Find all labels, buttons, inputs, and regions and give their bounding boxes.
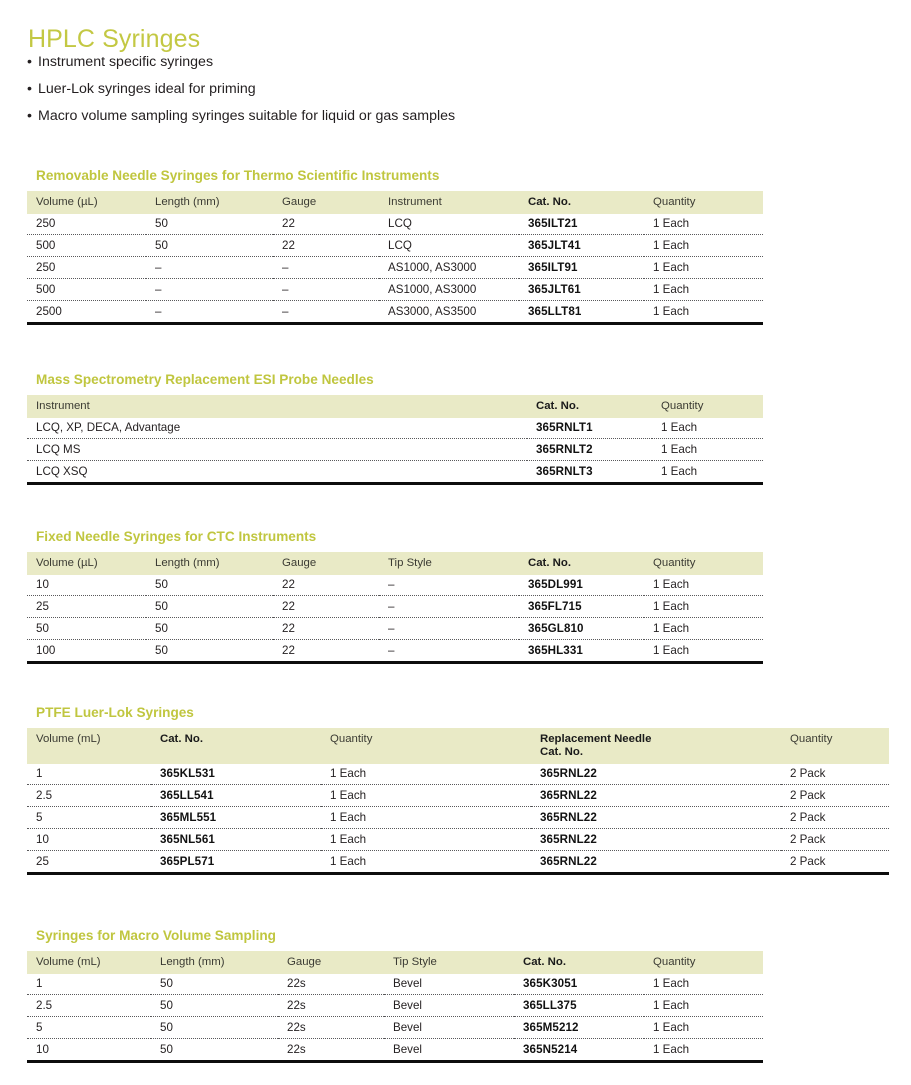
catalog-section	[27, 168, 763, 325]
column-header	[644, 191, 763, 214]
column-header-label: Instrument	[36, 400, 90, 412]
table-row	[27, 851, 889, 874]
catalog-number-cell: 365JLT41	[519, 235, 644, 257]
product-table	[27, 951, 763, 1063]
table-cell: AS3000, AS3500	[379, 301, 519, 324]
product-table	[27, 728, 889, 875]
table-cell: 1 Each	[321, 785, 531, 807]
table-row	[27, 974, 763, 995]
table-cell: 50	[146, 596, 273, 618]
section-heading: Fixed Needle Syringes for CTC Instruments	[36, 529, 317, 544]
table-row	[27, 418, 763, 439]
table-cell: AS1000, AS3000	[379, 279, 519, 301]
table-cell: –	[379, 618, 519, 640]
table-cell: 500	[27, 235, 146, 257]
catalog-section	[27, 529, 763, 664]
table-cell: 22	[273, 235, 379, 257]
table-cell: –	[273, 279, 379, 301]
catalog-number-cell: 365RNLT1	[536, 421, 593, 434]
table-row	[27, 764, 889, 785]
table-cell: 22s	[278, 1039, 384, 1062]
table-cell: 22s	[278, 1017, 384, 1039]
table-cell: 10	[36, 578, 49, 591]
table-cell: 25	[27, 596, 146, 618]
column-header-label: Volume (µL)	[36, 557, 98, 569]
column-header-label-line2: Cat. No.	[540, 746, 584, 758]
table-header-row	[27, 728, 889, 764]
table-cell: –	[273, 257, 379, 279]
table-cell: 1 Each	[653, 578, 690, 591]
column-header	[781, 728, 889, 764]
catalog-number-cell: 365KL531	[160, 767, 215, 780]
column-header-label: Length (mm)	[155, 557, 220, 569]
product-table	[27, 395, 763, 485]
table-cell: 1	[36, 977, 43, 990]
catalog-number-cell: 365GL810	[519, 618, 644, 640]
column-header	[644, 951, 763, 974]
table-cell: 50	[160, 977, 173, 990]
table-cell: 250	[36, 217, 56, 230]
catalog-number-cell: 365NL561	[151, 829, 321, 851]
column-header	[519, 552, 644, 575]
table-cell: 50	[146, 235, 273, 257]
column-header	[519, 191, 644, 214]
product-table	[27, 552, 763, 664]
column-header	[27, 395, 527, 418]
table-cell: –	[388, 578, 395, 591]
table-cell: –	[146, 301, 273, 324]
column-header	[27, 191, 146, 214]
table-row	[27, 257, 763, 279]
table-cell: 50	[146, 640, 273, 663]
table-cell: 22	[273, 618, 379, 640]
catalog-number-cell: 365ILT91	[519, 257, 644, 279]
catalog-number-cell: 365FL715	[519, 596, 644, 618]
column-header-label: Volume (mL)	[36, 733, 101, 745]
feature-bullet-list	[27, 49, 827, 130]
column-header-label: Volume (µL)	[36, 196, 98, 208]
section-heading: Removable Needle Syringes for Thermo Scientific Instruments	[36, 168, 440, 183]
column-header-label: Quantity	[790, 733, 833, 745]
column-header-label: Quantity	[330, 733, 373, 745]
table-row	[27, 279, 763, 301]
catalog-number-cell: 365DL991	[528, 578, 583, 591]
bullet-dot-icon: •	[27, 54, 32, 70]
table-cell: 50	[155, 217, 168, 230]
column-header	[27, 728, 151, 764]
table-row	[27, 829, 889, 851]
table-row	[27, 618, 763, 640]
table-cell: 10	[27, 1039, 151, 1062]
catalog-section	[27, 705, 889, 875]
table-cell: 1 Each	[644, 279, 763, 301]
column-header-label: Cat. No.	[528, 196, 572, 208]
column-header	[321, 728, 531, 764]
table-cell: 5	[27, 1017, 151, 1039]
table-cell: 1 Each	[644, 301, 763, 324]
feature-bullet-label: Instrument specific syringes	[38, 54, 214, 70]
table-row	[27, 1039, 763, 1062]
column-header-label: Quantity	[653, 557, 696, 569]
feature-bullet	[27, 49, 827, 76]
column-header	[27, 951, 151, 974]
table-cell: 2 Pack	[781, 829, 889, 851]
catalog-number-cell: 365M5212	[514, 1017, 644, 1039]
column-header	[531, 728, 781, 764]
column-header-label: Instrument	[388, 196, 442, 208]
bullet-dot-icon: •	[27, 81, 32, 97]
catalog-number-cell: 365RNLT2	[527, 439, 652, 461]
column-header	[379, 552, 519, 575]
table-cell: 22s	[287, 977, 306, 990]
table-cell: 1 Each	[644, 618, 763, 640]
table-cell: LCQ MS	[27, 439, 527, 461]
table-cell: 1 Each	[321, 851, 531, 874]
column-header-label: Length (mm)	[155, 196, 220, 208]
table-row	[27, 785, 889, 807]
table-row	[27, 235, 763, 257]
table-cell: LCQ XSQ	[27, 461, 527, 484]
table-cell: 1 Each	[653, 977, 690, 990]
table-cell: 1 Each	[661, 421, 698, 434]
column-header-label: Replacement Needle	[540, 733, 652, 745]
column-header-label: Length (mm)	[160, 956, 225, 968]
table-row	[27, 995, 763, 1017]
catalog-number-cell: 365PL571	[151, 851, 321, 874]
table-cell: LCQ	[379, 235, 519, 257]
catalog-number-cell: 365LL375	[514, 995, 644, 1017]
column-header	[278, 951, 384, 974]
table-cell: 22	[273, 640, 379, 663]
product-table	[27, 191, 763, 325]
catalog-number-cell: 365RNL22	[531, 829, 781, 851]
table-row	[27, 807, 889, 829]
section-heading: PTFE Luer-Lok Syringes	[36, 705, 194, 720]
table-cell: 2.5	[27, 995, 151, 1017]
table-cell: 2 Pack	[781, 785, 889, 807]
table-cell: 1 Each	[644, 640, 763, 663]
table-cell: 22	[282, 578, 295, 591]
table-row	[27, 640, 763, 663]
column-header	[273, 191, 379, 214]
catalog-number-cell: 365ILT21	[528, 217, 578, 230]
table-cell: 2500	[27, 301, 146, 324]
page-title: HPLC Syringes	[28, 24, 201, 53]
table-row	[27, 575, 763, 596]
column-header-label: Cat. No.	[523, 956, 567, 968]
table-cell: 500	[27, 279, 146, 301]
column-header	[644, 552, 763, 575]
catalog-number-cell: 365RNL22	[540, 767, 597, 780]
table-row	[27, 461, 763, 484]
table-cell: 1 Each	[644, 235, 763, 257]
bullet-dot-icon: •	[27, 108, 32, 124]
column-header	[379, 191, 519, 214]
table-cell: 250	[27, 257, 146, 279]
feature-bullet	[27, 103, 827, 130]
table-cell: 50	[146, 618, 273, 640]
table-row	[27, 214, 763, 235]
table-cell: 2 Pack	[781, 807, 889, 829]
column-header	[652, 395, 763, 418]
column-header	[151, 728, 321, 764]
table-row	[27, 439, 763, 461]
table-cell: 1 Each	[330, 767, 367, 780]
table-cell: 50	[151, 995, 278, 1017]
feature-bullet	[27, 76, 827, 103]
column-header-label: Quantity	[661, 400, 704, 412]
table-cell: 50	[151, 1017, 278, 1039]
table-cell: 1 Each	[644, 1017, 763, 1039]
column-header	[146, 191, 273, 214]
table-header-row	[27, 395, 763, 418]
table-cell: 1 Each	[321, 807, 531, 829]
column-header-label: Tip Style	[393, 956, 437, 968]
table-cell: 2 Pack	[790, 767, 826, 780]
table-cell: Bevel	[384, 995, 514, 1017]
column-header-label: Tip Style	[388, 557, 432, 569]
table-cell: 22	[273, 596, 379, 618]
table-cell: AS1000, AS3000	[379, 257, 519, 279]
table-cell: Bevel	[393, 977, 423, 990]
catalog-number-cell: 365ML551	[151, 807, 321, 829]
catalog-number-cell: 365RNL22	[531, 785, 781, 807]
column-header-label: Gauge	[287, 956, 322, 968]
table-cell: 1 Each	[644, 596, 763, 618]
table-cell: 50	[155, 578, 168, 591]
catalog-number-cell: 365LL541	[151, 785, 321, 807]
table-cell: 1	[36, 767, 43, 780]
table-cell: LCQ	[388, 217, 412, 230]
section-heading: Syringes for Macro Volume Sampling	[36, 928, 276, 943]
column-header	[146, 552, 273, 575]
catalog-section	[27, 372, 763, 485]
table-cell: –	[146, 257, 273, 279]
table-row	[27, 301, 763, 324]
column-header-label: Gauge	[282, 196, 317, 208]
column-header	[384, 951, 514, 974]
column-header-label: Cat. No.	[528, 557, 572, 569]
column-header	[527, 395, 652, 418]
table-header-row	[27, 191, 763, 214]
column-header	[514, 951, 644, 974]
table-cell: 22	[282, 217, 295, 230]
table-cell: 22s	[278, 995, 384, 1017]
column-header-label: Quantity	[653, 196, 696, 208]
column-header-label: Quantity	[653, 956, 696, 968]
table-cell: 1 Each	[653, 217, 690, 230]
table-cell: –	[146, 279, 273, 301]
table-cell: 1 Each	[644, 995, 763, 1017]
table-cell: 2 Pack	[781, 851, 889, 874]
table-header-row	[27, 951, 763, 974]
table-cell: 1 Each	[321, 829, 531, 851]
table-cell: LCQ, XP, DECA, Advantage	[36, 421, 181, 434]
column-header-label: Volume (mL)	[36, 956, 101, 968]
column-header	[273, 552, 379, 575]
table-cell: 1 Each	[652, 461, 763, 484]
table-cell: 10	[27, 829, 151, 851]
feature-bullet-label: Macro volume sampling syringes suitable for liquid or gas samples	[38, 108, 456, 124]
table-cell: –	[379, 596, 519, 618]
catalog-number-cell: 365RNLT3	[527, 461, 652, 484]
table-cell: 50	[27, 618, 146, 640]
table-header-row	[27, 552, 763, 575]
catalog-number-cell: 365LLT81	[519, 301, 644, 324]
table-cell: Bevel	[384, 1039, 514, 1062]
column-header	[151, 951, 278, 974]
table-cell: 50	[151, 1039, 278, 1062]
catalog-number-cell: 365K3051	[523, 977, 578, 990]
catalog-number-cell: 365N5214	[514, 1039, 644, 1062]
table-cell: 1 Each	[652, 439, 763, 461]
catalog-number-cell: 365JLT61	[519, 279, 644, 301]
column-header-label: Cat. No.	[160, 733, 204, 745]
catalog-section	[27, 928, 763, 1063]
catalog-number-cell: 365HL331	[519, 640, 644, 663]
table-cell: 25	[27, 851, 151, 874]
table-cell: 1 Each	[644, 257, 763, 279]
table-cell: Bevel	[384, 1017, 514, 1039]
table-cell: 5	[27, 807, 151, 829]
table-row	[27, 596, 763, 618]
table-cell: 100	[27, 640, 146, 663]
table-cell: 2.5	[27, 785, 151, 807]
feature-bullet-label: Luer-Lok syringes ideal for priming	[38, 81, 256, 97]
column-header-label: Cat. No.	[536, 400, 580, 412]
section-heading: Mass Spectrometry Replacement ESI Probe Needles	[36, 372, 374, 387]
column-header-label: Gauge	[282, 557, 317, 569]
table-cell: –	[273, 301, 379, 324]
table-cell: –	[379, 640, 519, 663]
catalog-number-cell: 365RNL22	[531, 851, 781, 874]
table-cell: 1 Each	[644, 1039, 763, 1062]
table-row	[27, 1017, 763, 1039]
catalog-number-cell: 365RNL22	[531, 807, 781, 829]
column-header	[27, 552, 146, 575]
